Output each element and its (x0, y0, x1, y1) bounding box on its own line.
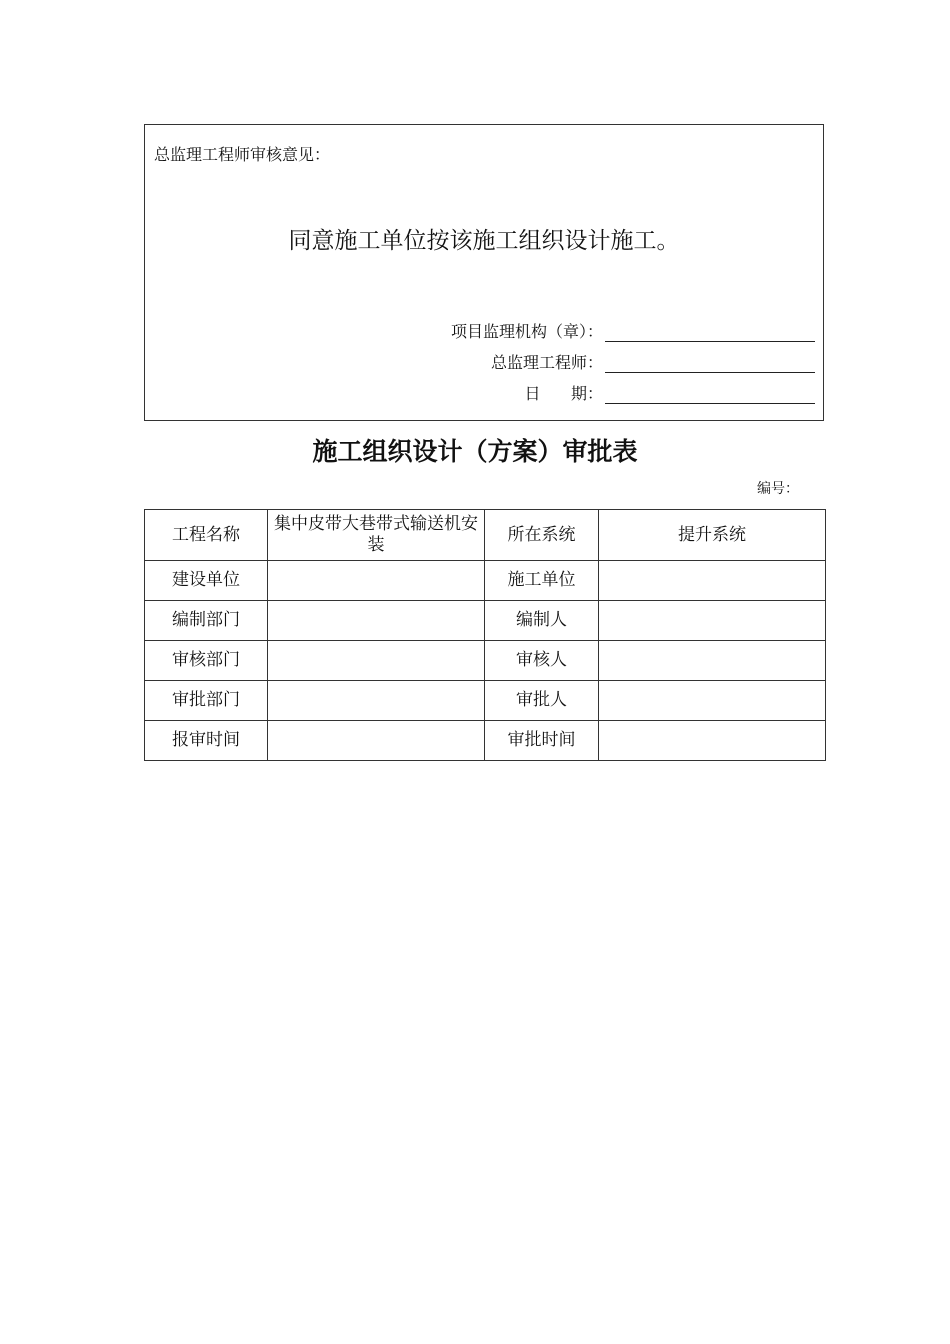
table-row (145, 510, 826, 561)
cell-value[interactable] (268, 561, 485, 601)
sign-label-chief-engineer: 总监理工程师： (490, 353, 603, 372)
cell-label: 编制人 (485, 601, 599, 641)
cell-value[interactable]: 集中皮带大巷带式输送机安装 (268, 510, 485, 561)
cell-label: 报审时间 (145, 721, 268, 761)
cell-value[interactable] (268, 721, 485, 761)
cell-value[interactable] (268, 641, 485, 681)
signature-field-chief-engineer[interactable] (605, 354, 815, 373)
sign-row-chief-engineer (491, 350, 815, 373)
table-row (145, 681, 826, 721)
review-opinion-text: 同意施工单位按该施工组织设计施工。 (288, 228, 680, 254)
review-heading: 总监理工程师审核意见： (154, 145, 331, 164)
cell-value[interactable] (599, 601, 826, 641)
cell-label: 编制部门 (145, 601, 268, 641)
cell-value[interactable] (599, 681, 826, 721)
cell-label: 审批部门 (145, 681, 268, 721)
cell-value[interactable] (599, 721, 826, 761)
cell-label: 工程名称 (145, 510, 268, 561)
cell-label: 建设单位 (145, 561, 268, 601)
form-title: 施工组织设计（方案）审批表 (312, 437, 638, 466)
sign-row-date (524, 381, 815, 404)
cell-label: 审批时间 (485, 721, 599, 761)
date-field[interactable] (605, 385, 815, 404)
table-row (145, 721, 826, 761)
serial-number-label: 编号： (757, 481, 799, 497)
signature-field-supervision-org[interactable] (605, 323, 815, 342)
cell-label: 审批人 (485, 681, 599, 721)
cell-value[interactable] (599, 561, 826, 601)
table-row (145, 641, 826, 681)
approval-table (144, 509, 826, 761)
cell-value[interactable] (599, 641, 826, 681)
cell-value[interactable] (268, 681, 485, 721)
review-opinion-box (144, 124, 824, 421)
cell-label: 施工单位 (485, 561, 599, 601)
table-row (145, 561, 826, 601)
sign-label-supervision-org: 项目监理机构（章）： (450, 322, 603, 341)
cell-label: 所在系统 (485, 510, 599, 561)
cell-value[interactable]: 提升系统 (599, 510, 826, 561)
cell-label: 审核部门 (145, 641, 268, 681)
table-row (145, 601, 826, 641)
cell-label: 审核人 (485, 641, 599, 681)
cell-value[interactable] (268, 601, 485, 641)
sign-label-date: 日 期： (524, 384, 603, 403)
sign-row-supervision-org (451, 319, 815, 342)
